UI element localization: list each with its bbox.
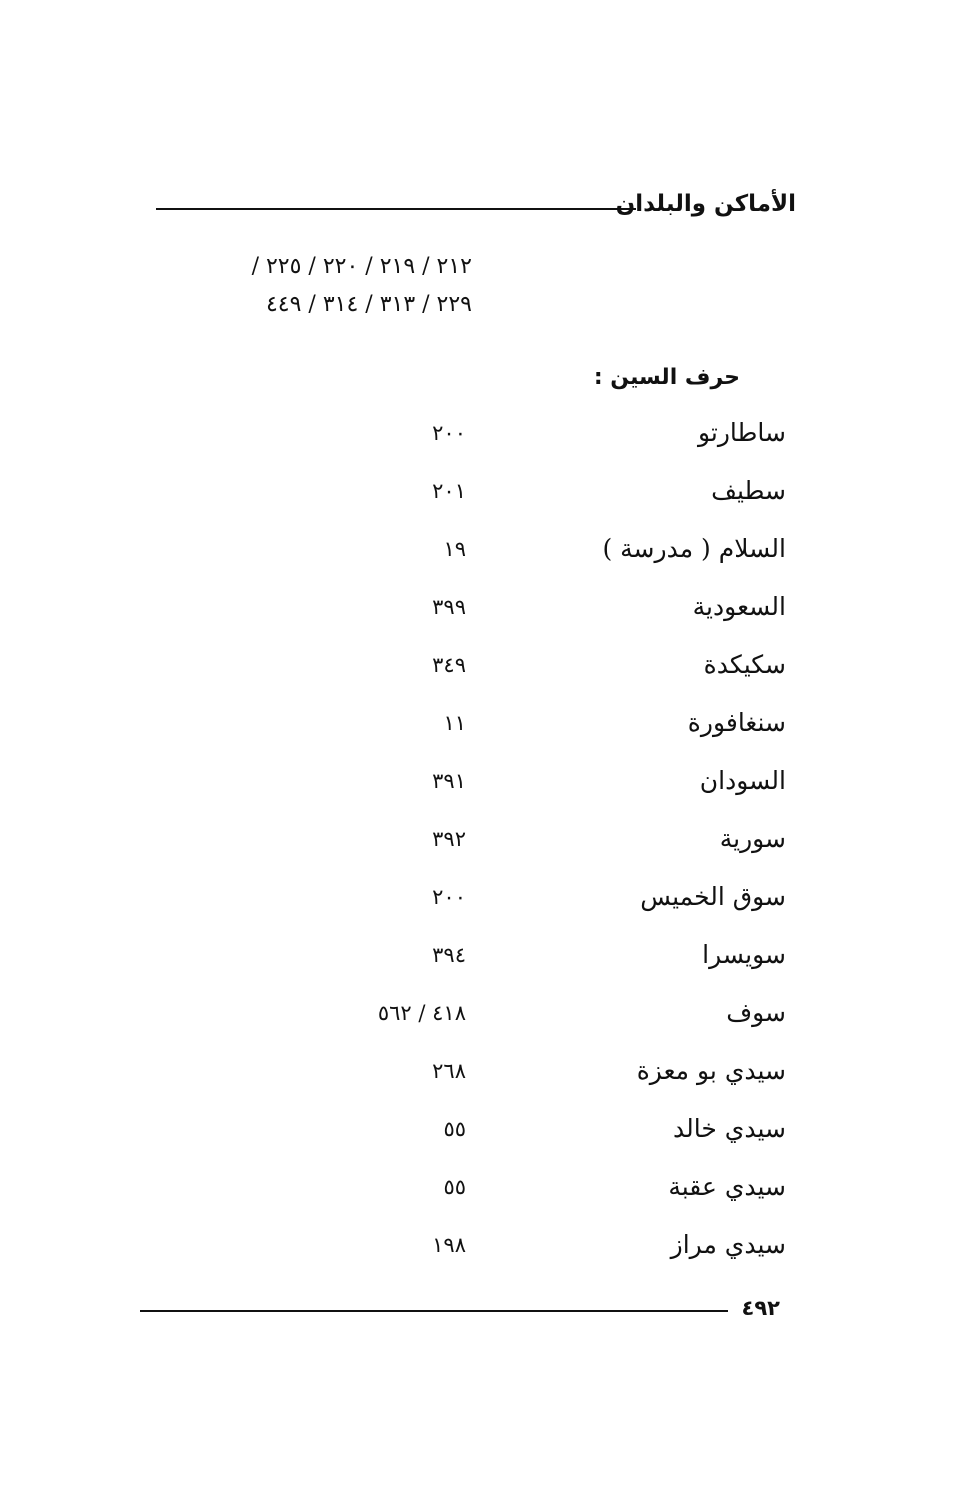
page-refs: ٢٠٠	[432, 885, 466, 909]
place-name: ساطارتو	[697, 418, 786, 447]
place-name: سطيف	[711, 476, 786, 505]
continued-page-refs-line-2: ٢٢٩ / ٣١٣ / ٣١٤ / ٤٤٩	[265, 292, 472, 317]
page-refs: ٣٩٢	[432, 827, 466, 851]
place-name: سوق الخميس	[640, 882, 786, 911]
index-entry	[0, 1100, 956, 1158]
place-name: سنغافورة	[687, 708, 786, 737]
index-entry	[0, 926, 956, 984]
index-entries	[0, 404, 956, 1274]
page-refs: ٣٩٩	[432, 595, 466, 619]
section-heading: حرف السين :	[593, 365, 740, 390]
page-number: ٤٩٢	[741, 1296, 780, 1320]
index-entry	[0, 578, 956, 636]
place-name: سكيكدة	[703, 650, 786, 679]
header-rule	[156, 208, 636, 210]
page-footer	[140, 1292, 800, 1326]
index-entry	[0, 984, 956, 1042]
page-refs: ١٩٨	[432, 1233, 466, 1257]
page-refs: ٣٤٩	[432, 653, 466, 677]
page-refs: ٥٥	[443, 1175, 466, 1199]
place-name: السلام ( مدرسة )	[602, 534, 786, 563]
place-name: السودان	[699, 766, 786, 795]
place-name: سيدي عقبة	[668, 1172, 786, 1201]
page-refs: ١١	[443, 711, 466, 735]
header-title: الأماكن والبلدان	[615, 191, 796, 217]
index-entry	[0, 520, 956, 578]
place-name: سيدي مراز	[670, 1230, 786, 1259]
page-refs: ٤١٨ / ٥٦٢	[377, 1001, 466, 1025]
index-entry	[0, 694, 956, 752]
page-refs: ٣٩١	[432, 769, 466, 793]
page-refs: ٢٠٠	[432, 421, 466, 445]
page-refs: ١٩	[443, 537, 466, 561]
index-entry	[0, 1042, 956, 1100]
index-entry	[0, 810, 956, 868]
continued-page-refs-line-1: ٢١٢ / ٢١٩ / ٢٢٠ / ٢٢٥ /	[251, 254, 472, 279]
footer-rule	[140, 1310, 728, 1312]
place-name: السعودية	[692, 592, 786, 621]
index-entry	[0, 868, 956, 926]
page-refs: ٥٥	[443, 1117, 466, 1141]
place-name: سوف	[726, 998, 786, 1027]
index-entry	[0, 404, 956, 462]
page-refs: ٣٩٤	[432, 943, 466, 967]
page-refs: ٢٦٨	[432, 1059, 466, 1083]
place-name: سورية	[719, 824, 786, 853]
index-entry	[0, 1158, 956, 1216]
index-entry	[0, 462, 956, 520]
index-entry	[0, 752, 956, 810]
place-name: سيدي بو معزة	[636, 1056, 786, 1085]
place-name: سويسرا	[702, 940, 786, 969]
place-name: سيدي خالد	[673, 1114, 786, 1143]
index-entry	[0, 636, 956, 694]
running-header	[156, 186, 796, 226]
index-entry	[0, 1216, 956, 1274]
page-refs: ٢٠١	[432, 479, 466, 503]
